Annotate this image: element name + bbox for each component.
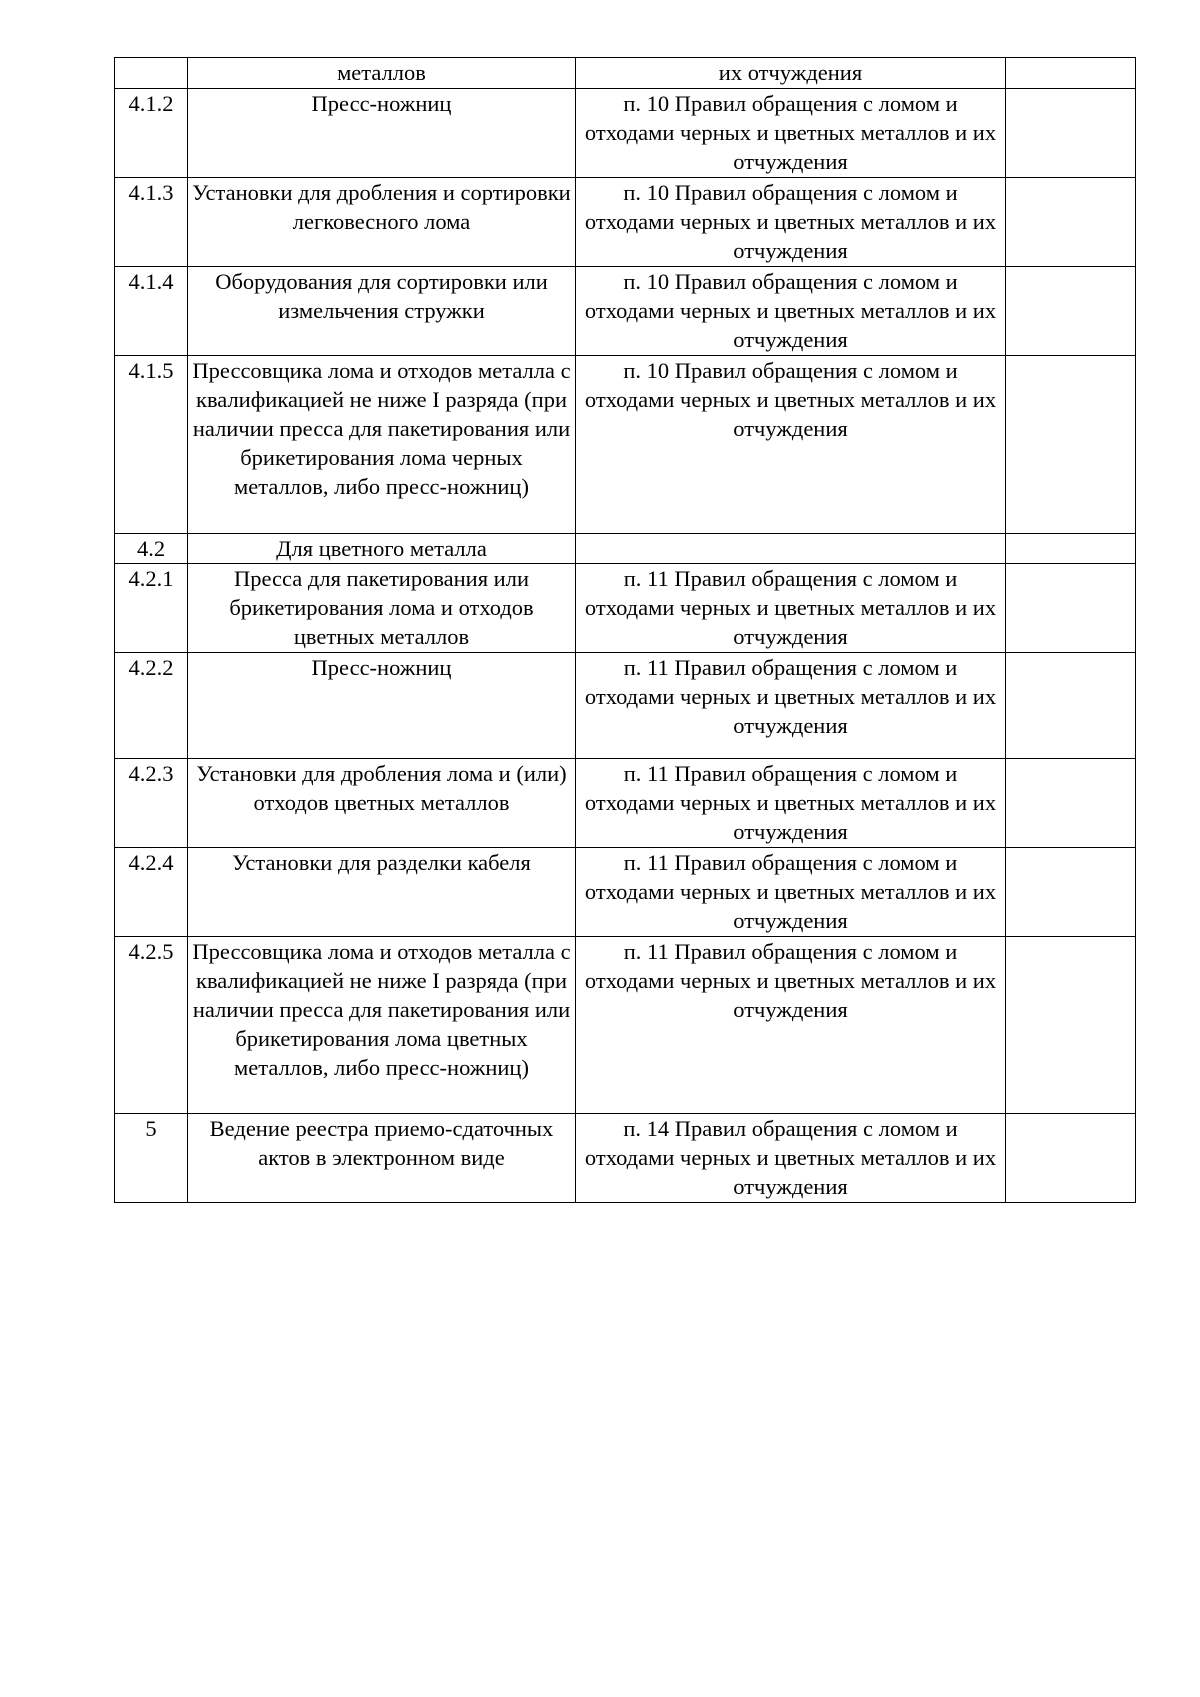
table-row [115, 564, 1136, 653]
row-name: Прессовщика лома и отходов металла с квалификацией не ниже I разряда (при наличии пресса для пакетирования или брикетирования лома цветных металлов, либо пресс-ножниц) [188, 937, 576, 1114]
row-reference: п. 11 Правил обращения с ломом и отходами черных и цветных металлов и их отчуждения [576, 848, 1006, 937]
row-reference: п. 11 Правил обращения с ломом и отходами черных и цветных металлов и их отчуждения [576, 937, 1006, 1114]
row-number: 4.2.3 [115, 759, 188, 848]
table-row [115, 534, 1136, 564]
row-reference: п. 11 Правил обращения с ломом и отходами черных и цветных металлов и их отчуждения [576, 759, 1006, 848]
table-row [115, 178, 1136, 267]
row-reference: их отчуждения [576, 58, 1006, 89]
row-reference: п. 10 Правил обращения с ломом и отходами черных и цветных металлов и их отчуждения [576, 178, 1006, 267]
table-row [115, 1114, 1136, 1203]
row-reference: п. 14 Правил обращения с ломом и отходами черных и цветных металлов и их отчуждения [576, 1114, 1006, 1203]
row-number: 4.1.3 [115, 178, 188, 267]
row-note [1006, 89, 1136, 178]
row-number: 4.2.1 [115, 564, 188, 653]
row-number: 4.2.2 [115, 653, 188, 759]
row-name: Пресс-ножниц [188, 89, 576, 178]
row-note [1006, 759, 1136, 848]
table-row [115, 58, 1136, 89]
requirements-table [114, 57, 1136, 1203]
row-note [1006, 356, 1136, 534]
row-reference: п. 10 Правил обращения с ломом и отходами черных и цветных металлов и их отчуждения [576, 356, 1006, 534]
row-number: 4.2.5 [115, 937, 188, 1114]
row-name: Установки для разделки кабеля [188, 848, 576, 937]
row-reference: п. 11 Правил обращения с ломом и отходами черных и цветных металлов и их отчуждения [576, 564, 1006, 653]
row-name: Прессовщика лома и отходов металла с квалификацией не ниже I разряда (при наличии пресса для пакетирования или брикетирования лома черных металлов, либо пресс-ножниц) [188, 356, 576, 534]
row-note [1006, 58, 1136, 89]
table-row [115, 267, 1136, 356]
row-reference: п. 10 Правил обращения с ломом и отходами черных и цветных металлов и их отчуждения [576, 267, 1006, 356]
row-note [1006, 937, 1136, 1114]
row-note [1006, 564, 1136, 653]
row-name: металлов [188, 58, 576, 89]
row-note [1006, 653, 1136, 759]
row-number [115, 58, 188, 89]
table-row [115, 356, 1136, 534]
row-note [1006, 267, 1136, 356]
row-note [1006, 848, 1136, 937]
table-row [115, 759, 1136, 848]
row-reference [576, 534, 1006, 564]
row-reference: п. 10 Правил обращения с ломом и отходами черных и цветных металлов и их отчуждения [576, 89, 1006, 178]
row-number: 4.1.4 [115, 267, 188, 356]
row-number: 5 [115, 1114, 188, 1203]
row-number: 4.1.2 [115, 89, 188, 178]
table-row [115, 937, 1136, 1114]
row-number: 4.2.4 [115, 848, 188, 937]
row-name: Ведение реестра приемо-сдаточных актов в электронном виде [188, 1114, 576, 1203]
row-number: 4.2 [115, 534, 188, 564]
row-number: 4.1.5 [115, 356, 188, 534]
table-row [115, 848, 1136, 937]
row-name: Пресс-ножниц [188, 653, 576, 759]
table-row [115, 89, 1136, 178]
row-name: Оборудования для сортировки или измельчения стружки [188, 267, 576, 356]
row-name: Пресса для пакетирования или брикетирования лома и отходов цветных металлов [188, 564, 576, 653]
row-note [1006, 1114, 1136, 1203]
row-note [1006, 534, 1136, 564]
row-name: Установки для дробления и сортировки легковесного лома [188, 178, 576, 267]
table-row [115, 653, 1136, 759]
row-name: Установки для дробления лома и (или) отходов цветных металлов [188, 759, 576, 848]
row-reference: п. 11 Правил обращения с ломом и отходами черных и цветных металлов и их отчуждения [576, 653, 1006, 759]
row-name: Для цветного металла [188, 534, 576, 564]
row-note [1006, 178, 1136, 267]
